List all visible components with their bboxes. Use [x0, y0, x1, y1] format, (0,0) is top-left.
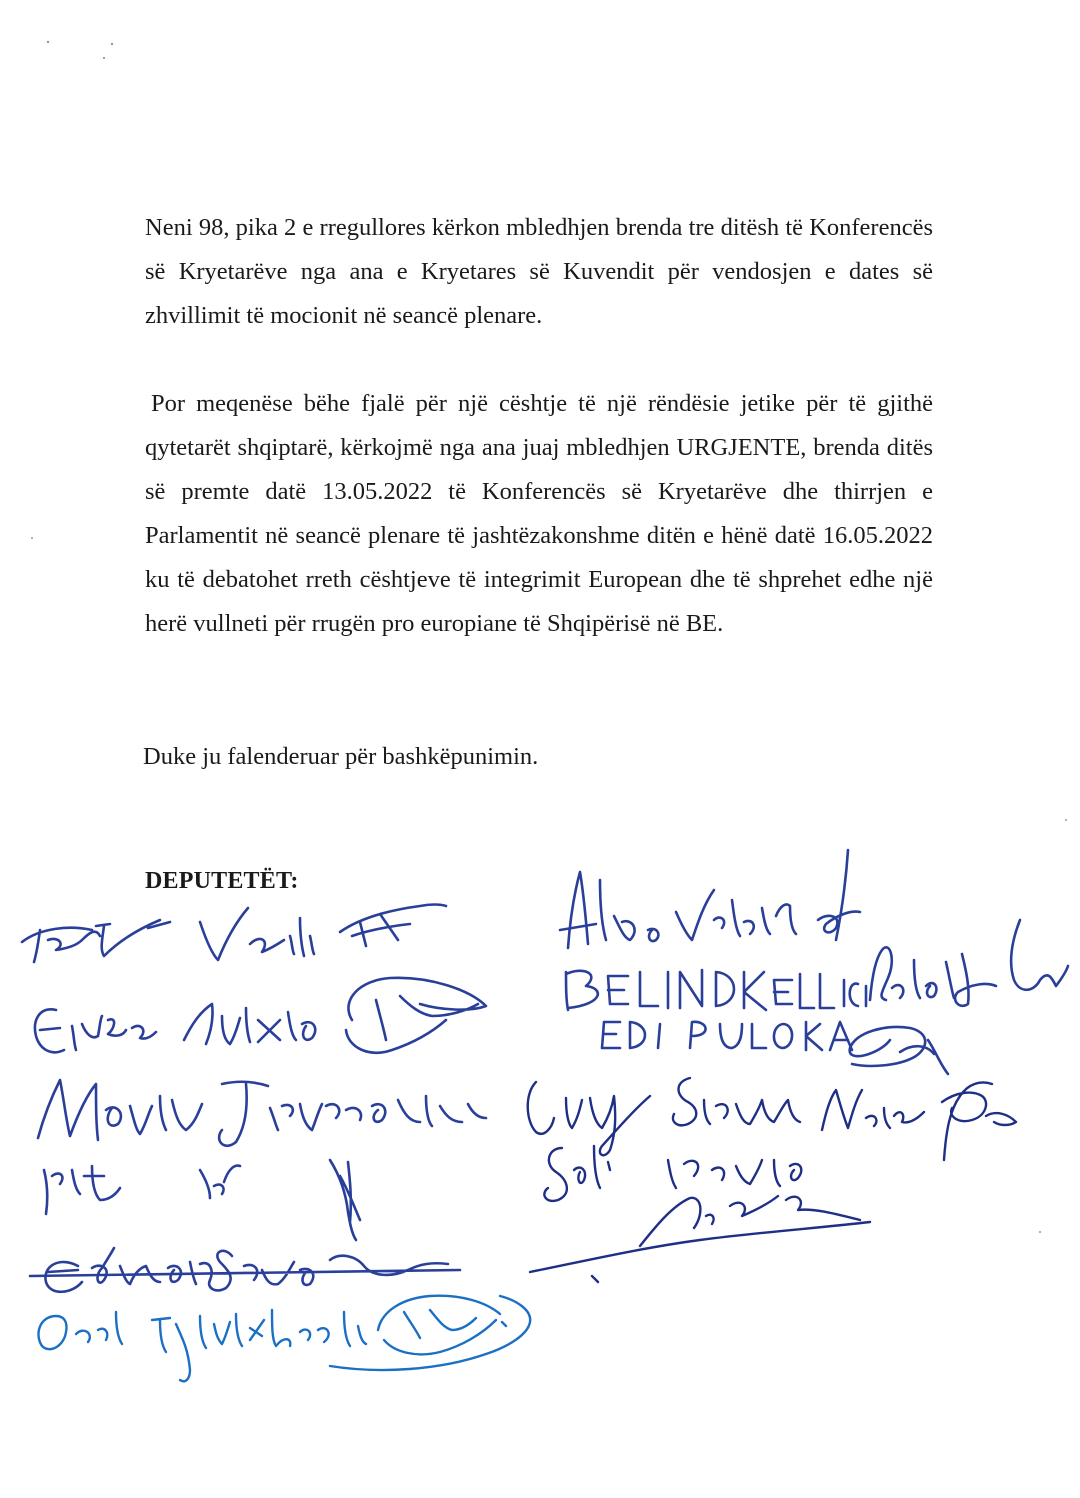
paragraph-2: Por meqenëse bëhe fjalë për një cështje të një rëndësie jetike për të gjithë qytetarët shqiptarë, kërkojmë nga ana juaj mbledhjen URGJENTE, brenda ditës së premte datë 13.05.2022 të Konferencës së Kryetarëve dhe thirrjen e Parlamentit në seancë plenare të jashtëzakonshme ditën e hënë datë 16.05.2022 ku të debatohet rreth cështjeve të integrimit European dhe të shprehet edhe një herë vullneti për rrugën pro europiane të Shqipërisë në BE.	[145, 390, 933, 637]
scan-speck	[103, 57, 105, 59]
signatures-heading: DEPUTETËT:	[145, 868, 299, 894]
scan-speck	[47, 41, 49, 43]
signature-oerd-bylykbashi	[38, 1296, 530, 1382]
signature-edi-paloka	[602, 1022, 948, 1074]
signature-edmond-spaho	[30, 1160, 460, 1292]
scan-speck	[111, 43, 113, 45]
signature-monika-kryemadhi	[38, 1080, 486, 1146]
signature-enisa-mukolli	[35, 978, 486, 1053]
scan-speck	[1065, 819, 1067, 821]
signature-belind-kellici	[566, 920, 1068, 1010]
signature-jorida-tabaku	[528, 1078, 800, 1155]
scan-speck	[31, 537, 33, 539]
closing-line: Duke ju falenderuar për bashkëpunimin.	[143, 743, 539, 770]
signature-albana-vokshi	[560, 850, 860, 948]
signature-noka	[822, 1083, 1016, 1161]
signature-lower-right	[530, 1146, 870, 1282]
scan-speck	[1039, 1231, 1041, 1233]
paragraph-1: Neni 98, pika 2 e rregullores kërkon mbledhjen brenda tre ditësh të Konferencës së Kryetarëve nga ana e Kryetares së Kuvendit për vendosjen e dates së zhvillimit të mocionit në seancë plenare.	[145, 214, 933, 329]
signature-petrit-vasili	[22, 905, 446, 963]
